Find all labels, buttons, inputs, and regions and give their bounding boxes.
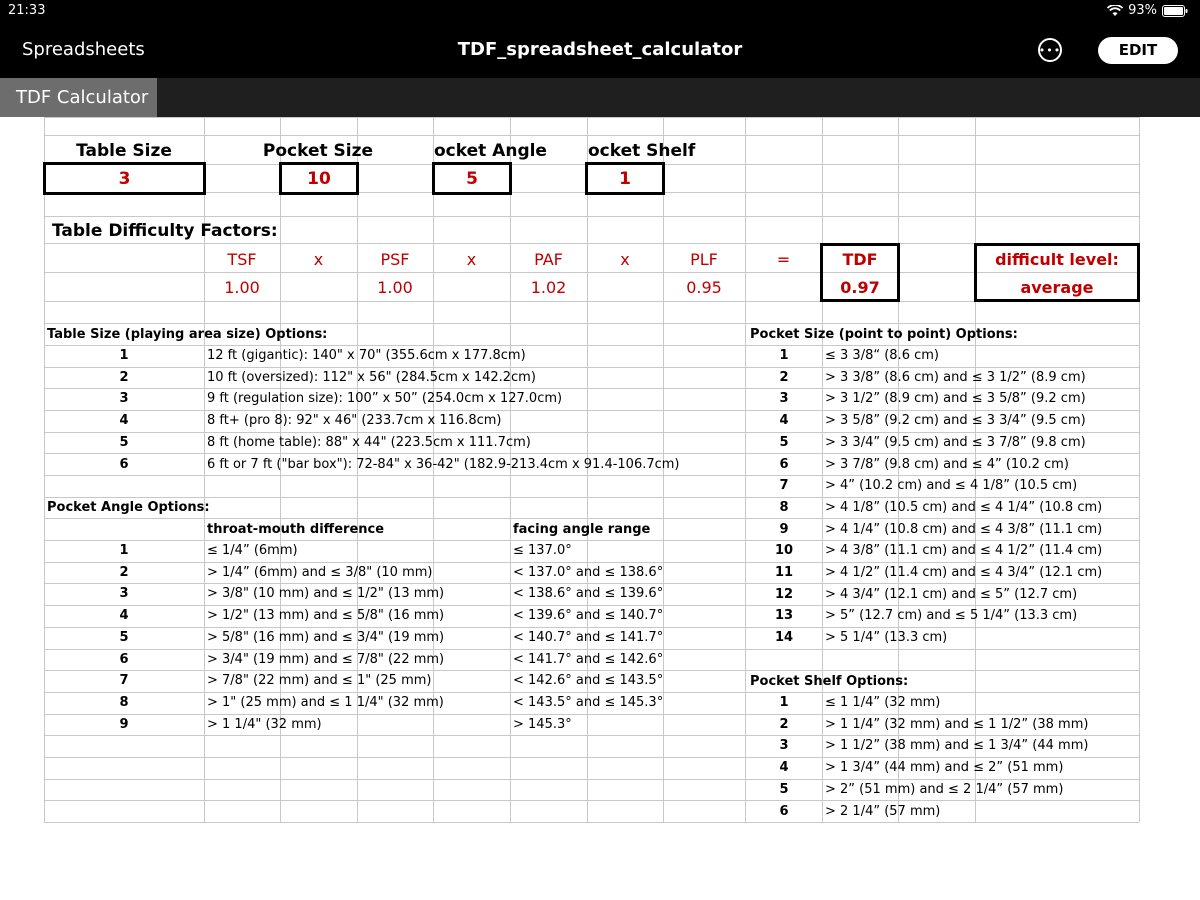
- pocket-size-option-number: 8: [779, 499, 789, 515]
- pocket-size-option-text: > 4 3/8” (11.1 cm) and ≤ 4 1/2” (11.4 cm): [825, 543, 1103, 559]
- pocket-size-option-number: 1: [779, 348, 789, 363]
- pocket-size-option-text: > 4 1/2” (11.4 cm) and ≤ 4 3/4” (12.1 cm): [825, 565, 1103, 580]
- pocket-shelf-label: ocket Shelf: [588, 141, 696, 161]
- pocket-angle-option-number: 5: [119, 629, 129, 645]
- pocket-shelf-option-number: 3: [779, 738, 789, 754]
- pocket-shelf-option-text: > 2 1/4” (57 mm): [825, 803, 941, 819]
- status-bar: [0, 0, 1200, 22]
- nav-bar: [0, 22, 1200, 78]
- pocket-angle-facing-text: < 141.7° and ≤ 142.6°: [513, 651, 664, 667]
- pocket-angle-throat-text: ≤ 1/4” (6mm): [207, 543, 298, 558]
- pocket-angle-throat-text: > 1/4” (6mm) and ≤ 3/8" (10 mm): [207, 564, 433, 580]
- battery-percent: 93%: [1128, 3, 1157, 18]
- table-size-option-number: 1: [119, 348, 129, 363]
- pocket-shelf-option-number: 5: [779, 781, 789, 797]
- pocket-size-option-text: > 3 7/8” (9.8 cm) and ≤ 4” (10.2 cm): [825, 456, 1069, 472]
- psf-label: PSF: [380, 250, 410, 269]
- edit-button[interactable]: EDIT: [1098, 37, 1178, 64]
- pocket-angle-facing-text: > 145.3°: [513, 716, 572, 732]
- back-button[interactable]: Spreadsheets: [22, 39, 145, 60]
- equals-sign: =: [776, 250, 791, 269]
- pocket-angle-option-number: 3: [119, 586, 129, 602]
- x-sign-2: x: [466, 250, 477, 269]
- table-size-option-number: 3: [119, 391, 129, 407]
- pocket-size-option-text: > 5 1/4” (13.3 cm): [825, 630, 948, 646]
- plf-label: PLF: [690, 250, 718, 269]
- battery-icon: [1162, 5, 1188, 17]
- table-size-option-number: 5: [119, 434, 129, 450]
- pocket-size-option-number: 6: [779, 456, 789, 472]
- more-options-icon[interactable]: •••: [1038, 38, 1062, 62]
- pocket-shelf-option-number: 6: [779, 803, 789, 819]
- pocket-angle-throat-text: > 3/8" (10 mm) and ≤ 1/2" (13 mm): [207, 586, 445, 602]
- pocket-angle-facing-text: < 138.6° and ≤ 139.6°: [513, 586, 664, 602]
- pocket-size-option-text: > 4 1/8” (10.5 cm) and ≤ 4 1/4” (10.8 cm): [825, 499, 1103, 515]
- pocket-shelf-option-number: 4: [779, 760, 789, 776]
- table-size-option-number: 2: [119, 369, 129, 385]
- pocket-angle-throat-text: > 3/4" (19 mm) and ≤ 7/8" (22 mm): [207, 651, 445, 667]
- pocket-angle-option-number: 7: [119, 673, 129, 689]
- throat-mouth-header: throat-mouth difference: [207, 522, 385, 537]
- psf-value: 1.00: [377, 278, 413, 297]
- pocket-shelf-option-text: > 1 3/4” (44 mm) and ≤ 2” (51 mm): [825, 760, 1064, 776]
- pocket-angle-facing-text: ≤ 137.0°: [513, 543, 572, 558]
- tab-tdf-calculator[interactable]: TDF Calculator: [0, 78, 157, 117]
- pocket-size-option-number: 5: [779, 434, 789, 450]
- sheet-tab-bar: [0, 78, 1200, 117]
- pocket-size-options-title: Pocket Size (point to point) Options:: [750, 327, 1018, 342]
- x-sign-3: x: [620, 250, 630, 269]
- plf-value: 0.95: [686, 278, 722, 297]
- tsf-value: 1.00: [224, 278, 260, 297]
- pocket-angle-throat-text: > 5/8" (16 mm) and ≤ 3/4" (19 mm): [207, 629, 445, 645]
- pocket-shelf-option-number: 2: [779, 716, 789, 732]
- pocket-shelf-value[interactable]: 1: [619, 169, 631, 189]
- status-time: 21:33: [8, 3, 46, 18]
- pocket-size-option-text: > 4 3/4” (12.1 cm) and ≤ 5” (12.7 cm): [825, 586, 1078, 602]
- pocket-angle-throat-text: > 1 1/4" (32 mm): [207, 716, 322, 732]
- pocket-size-label: Pocket Size: [262, 141, 374, 161]
- pocket-size-option-text: > 3 3/4” (9.5 cm) and ≤ 3 7/8” (9.8 cm): [825, 434, 1086, 450]
- pocket-size-option-number: 3: [779, 391, 789, 407]
- pocket-size-option-text: > 5” (12.7 cm) and ≤ 5 1/4” (13.3 cm): [825, 608, 1078, 624]
- table-size-option-number: 4: [119, 413, 129, 429]
- factors-title: Table Difficulty Factors:: [52, 221, 278, 241]
- pocket-angle-facing-text: < 143.5° and ≤ 145.3°: [513, 694, 664, 710]
- table-size-option-text: 8 ft+ (pro 8): 92" x 46" (233.7cm x 116.8cm): [207, 413, 502, 429]
- tsf-label: TSF: [227, 250, 257, 269]
- difficulty-value: average: [1020, 278, 1094, 297]
- pocket-angle-throat-text: > 1" (25 mm) and ≤ 1 1/4" (32 mm): [207, 694, 444, 710]
- table-size-option-text: 8 ft (home table): 88" x 44" (223.5cm x 111.7cm): [207, 434, 531, 450]
- pocket-size-option-number: 11: [774, 565, 794, 580]
- pocket-size-option-number: 12: [774, 586, 794, 602]
- difficulty-label: difficult level:: [995, 250, 1119, 269]
- table-size-option-text: 12 ft (gigantic): 140" x 70" (355.6cm x 177.8cm): [207, 348, 526, 363]
- pocket-angle-label: ocket Angle: [434, 141, 547, 161]
- x-sign-1: x: [313, 250, 324, 269]
- pocket-angle-throat-text: > 7/8" (22 mm) and ≤ 1" (25 mm): [207, 673, 432, 689]
- wifi-icon: [1107, 5, 1123, 17]
- table-size-value[interactable]: 3: [118, 169, 131, 189]
- pocket-angle-facing-text: < 137.0° and ≤ 138.6°: [513, 564, 664, 580]
- pocket-size-option-text: > 4” (10.2 cm) and ≤ 4 1/8” (10.5 cm): [825, 478, 1078, 494]
- pocket-size-option-number: 4: [779, 413, 789, 429]
- pocket-angle-facing-text: < 139.6° and ≤ 140.7°: [513, 608, 664, 624]
- pocket-angle-option-number: 9: [119, 716, 129, 732]
- pocket-size-option-number: 14: [774, 630, 794, 646]
- table-size-option-number: 6: [119, 456, 129, 472]
- pocket-shelf-option-text: > 1 1/4” (32 mm) and ≤ 1 1/2” (38 mm): [825, 716, 1089, 732]
- table-size-option-text: 9 ft (regulation size): 100” x 50” (254.0cm x 127.0cm): [207, 391, 563, 407]
- pocket-size-option-text: > 3 5/8” (9.2 cm) and ≤ 3 3/4” (9.5 cm): [825, 413, 1086, 429]
- pocket-angle-throat-text: > 1/2" (13 mm) and ≤ 5/8" (16 mm): [207, 608, 445, 624]
- tdf-value: 0.97: [840, 278, 880, 297]
- table-size-options-title: Table Size (playing area size) Options:: [47, 327, 328, 342]
- pocket-size-option-number: 2: [779, 369, 789, 385]
- pocket-shelf-options-title: Pocket Shelf Options:: [750, 674, 909, 689]
- pocket-angle-option-number: 8: [119, 694, 129, 710]
- pocket-size-option-text: ≤ 3 3/8“ (8.6 cm): [825, 348, 939, 363]
- pocket-size-option-number: 9: [779, 521, 789, 537]
- pocket-angle-facing-text: < 142.6° and ≤ 143.5°: [513, 673, 664, 689]
- tdf-label: TDF: [842, 250, 878, 269]
- table-size-label: Table Size: [76, 141, 172, 161]
- paf-value: 1.02: [530, 278, 567, 297]
- pocket-size-option-text: > 3 1/2” (8.9 cm) and ≤ 3 5/8” (9.2 cm): [825, 391, 1086, 407]
- pocket-angle-options-title: Pocket Angle Options:: [47, 500, 210, 515]
- pocket-angle-option-number: 6: [119, 651, 129, 667]
- table-size-option-text: 6 ft or 7 ft ("bar box"): 72-84" x 36-42" (182.9-213.4cm x 91.4-106.7cm): [207, 456, 680, 472]
- pocket-angle-option-number: 1: [119, 543, 129, 558]
- pocket-shelf-option-text: > 1 1/2” (38 mm) and ≤ 1 3/4” (44 mm): [825, 738, 1089, 754]
- paf-label: PAF: [534, 250, 563, 269]
- pocket-size-option-text: > 4 1/4” (10.8 cm) and ≤ 4 3/8” (11.1 cm): [825, 521, 1103, 537]
- pocket-size-value[interactable]: 10: [307, 169, 331, 189]
- pocket-shelf-option-number: 1: [779, 695, 789, 710]
- pocket-shelf-option-text: ≤ 1 1/4” (32 mm): [825, 695, 941, 710]
- pocket-size-option-number: 10: [774, 543, 794, 559]
- status-right: [1107, 3, 1188, 18]
- spreadsheet-grid[interactable]: [0, 117, 1200, 900]
- pocket-size-option-text: > 3 3/8” (8.6 cm) and ≤ 3 1/2” (8.9 cm): [825, 369, 1086, 385]
- pocket-shelf-option-text: > 2” (51 mm) and ≤ 2 1/4” (57 mm): [825, 781, 1064, 797]
- facing-angle-header: facing angle range: [513, 522, 651, 537]
- pocket-angle-value[interactable]: 5: [466, 169, 478, 189]
- pocket-angle-option-number: 4: [119, 608, 129, 624]
- pocket-size-option-number: 13: [774, 608, 794, 624]
- pocket-angle-option-number: 2: [119, 564, 129, 580]
- pocket-angle-facing-text: < 140.7° and ≤ 141.7°: [513, 629, 664, 645]
- table-size-option-text: 10 ft (oversized): 112" x 56" (284.5cm x 142.2cm): [207, 369, 536, 385]
- document-title: TDF_spreadsheet_calculator: [457, 39, 743, 60]
- pocket-size-option-number: 7: [779, 478, 789, 494]
